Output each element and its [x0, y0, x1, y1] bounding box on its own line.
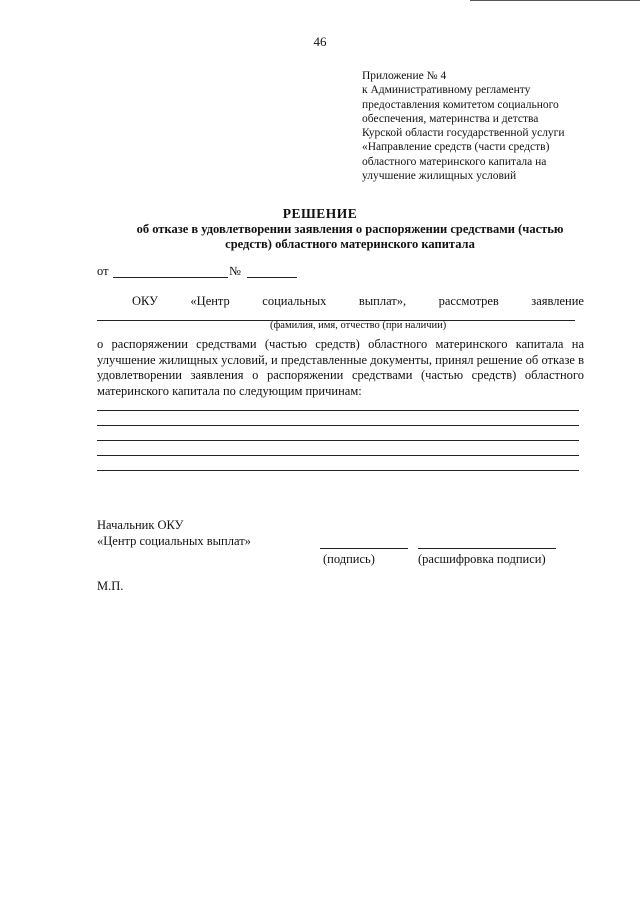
reason-line: [97, 455, 579, 456]
appendix-note: [362, 69, 632, 183]
document-subtitle: [110, 222, 590, 252]
oku-word: рассмотрев: [438, 294, 499, 308]
oku-word: выплат»,: [358, 294, 407, 308]
appendix-line: к Административному регламенту: [362, 84, 531, 97]
oku-word: заявление: [531, 294, 584, 308]
signatory-block: [97, 517, 251, 549]
appendix-line: предоставления комитетом социального: [362, 98, 559, 111]
reason-line: [97, 440, 579, 441]
oku-word: социальных: [262, 294, 327, 308]
from-label: от: [97, 264, 109, 278]
appendix-line: Приложение № 4: [362, 70, 447, 82]
decision-body-text: о распоряжении средствами (частью средств) областного материнского капитала на улучшение жилищных условий, и представленные документы, принял решение об отказе в удовлетворении заявления о распоряжении средствами (частью средств) областного материнского капитала по следующим причинам:: [97, 337, 584, 398]
subtitle-line-1: об отказе в удовлетворении заявления о распоряжении средствами (частью: [136, 222, 564, 236]
oku-line: [132, 294, 584, 309]
appendix-line: улучшение жилищных условий: [362, 170, 517, 183]
top-border-line: [470, 0, 640, 1]
number-label: №: [229, 264, 241, 278]
reason-line: [97, 410, 579, 411]
signature-decode-line: [418, 548, 556, 549]
signature-decode-caption: (расшифровка подписи): [418, 552, 546, 566]
number-blank-line: [247, 277, 297, 278]
signature-caption: (подпись): [323, 552, 375, 566]
date-blank-line: [113, 277, 228, 278]
page-number: 46: [313, 34, 327, 49]
appendix-line: Курской области государственной услуги: [362, 127, 565, 140]
oku-word: «Центр: [190, 294, 230, 308]
reason-line: [97, 425, 579, 426]
appendix-line: «Направление средств (части средств): [362, 141, 550, 154]
oku-word: ОКУ: [132, 294, 158, 308]
appendix-line: областного материнского капитала на: [362, 155, 547, 168]
signatory-title-2: «Центр социальных выплат»: [97, 534, 251, 548]
signature-line: [320, 548, 408, 549]
stamp-placeholder: М.П.: [97, 579, 124, 593]
reason-line: [97, 470, 579, 471]
fio-caption: (фамилия, имя, отчество (при наличии): [270, 320, 447, 331]
subtitle-line-2: средств) областного материнского капитала: [225, 237, 475, 251]
appendix-line: обеспечения, материнства и детства: [362, 112, 539, 125]
document-title: РЕШЕНИЕ: [282, 206, 358, 221]
signatory-title-1: Начальник ОКУ: [97, 518, 184, 532]
